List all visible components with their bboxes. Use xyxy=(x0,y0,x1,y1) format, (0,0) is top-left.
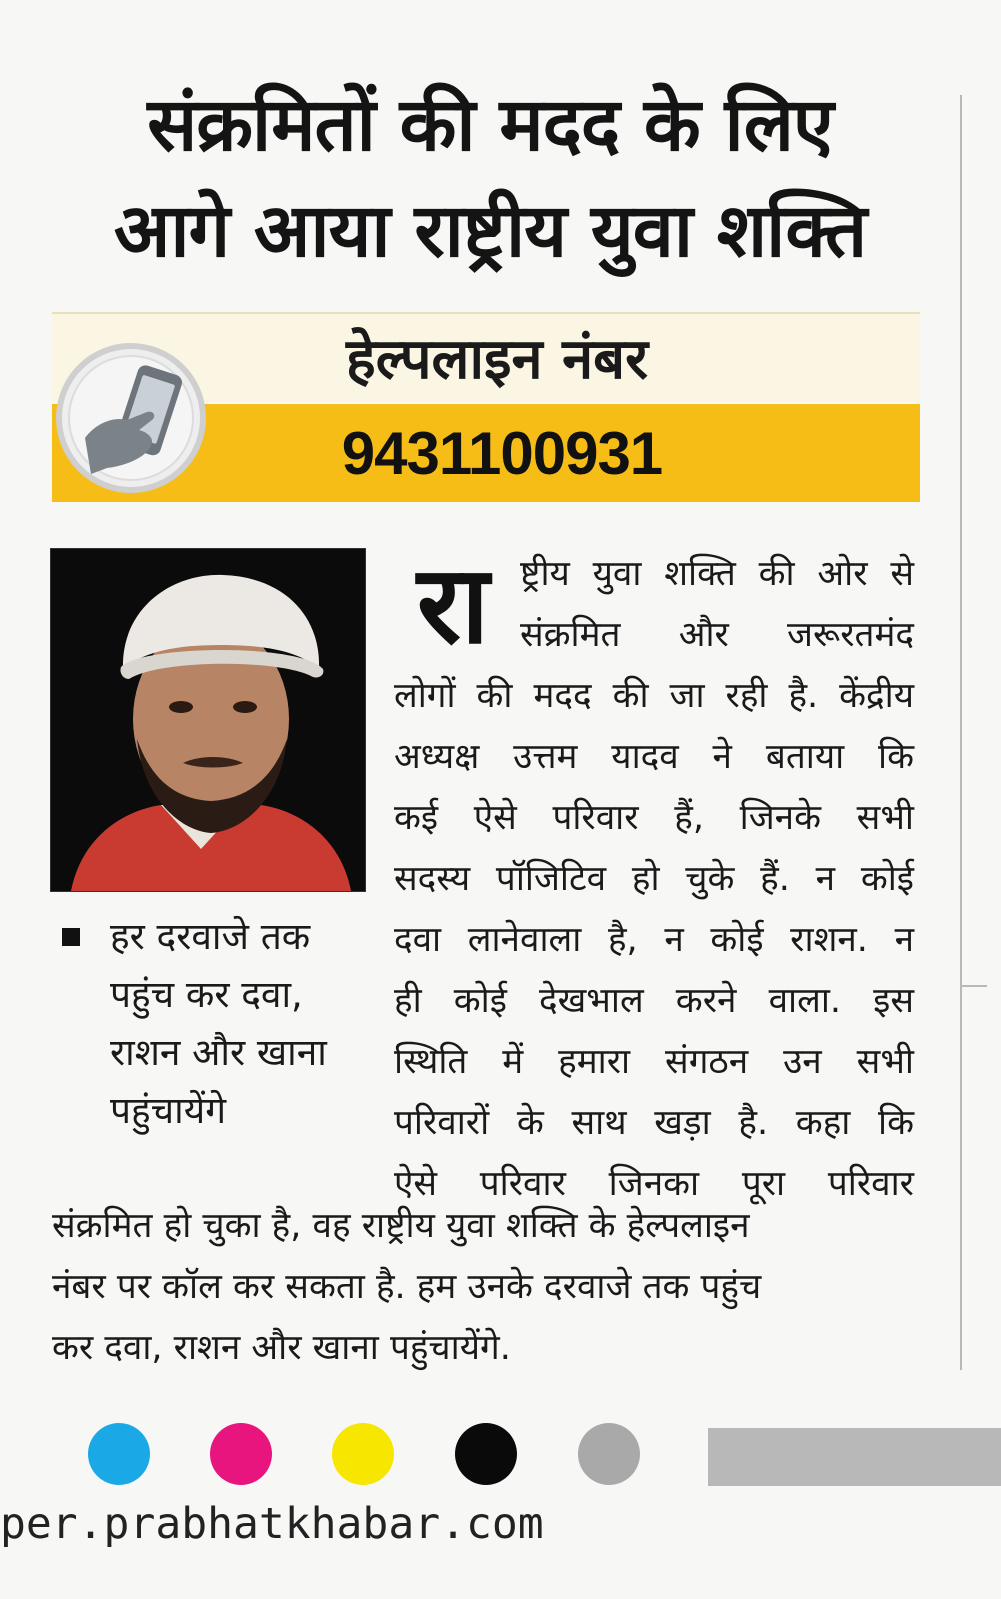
article-line: स्थिति में हमारा संगठन उन सभी xyxy=(394,1042,914,1082)
gray-swatch xyxy=(578,1423,640,1485)
bullet-square-icon xyxy=(62,928,80,946)
article-line: परिवारों के साथ खड़ा है. कहा कि xyxy=(394,1103,914,1143)
caption-line: पहुंचायेंगे xyxy=(110,1089,227,1132)
article-full-width xyxy=(52,1196,914,1379)
caption-line: राशन और खाना xyxy=(110,1031,327,1074)
article-line: ही कोई देखभाल करने वाला. इस xyxy=(394,981,914,1021)
article-line: संक्रमित हो चुका है, वह राष्ट्रीय युवा शक्ति के हेल्पलाइन xyxy=(52,1206,750,1246)
black-swatch xyxy=(455,1423,517,1485)
magenta-swatch xyxy=(210,1423,272,1485)
article-line: लोगों की मदद की जा रही है. केंद्रीय xyxy=(394,676,914,716)
article-line: अध्यक्ष उत्तम यादव ने बताया कि xyxy=(394,737,914,777)
article-line: ऐसे परिवार जिनका पूरा परिवार xyxy=(394,1164,914,1204)
helpline-title: हेल्पलाइन नंबर xyxy=(345,327,649,392)
column-divider-tick xyxy=(962,985,987,987)
headline-line-2: आगे आया राष्ट्रीय युवा शक्ति xyxy=(113,188,867,274)
article-line: संक्रमित और जरूरतमंद xyxy=(520,615,914,655)
caption-line: हर दरवाजे तक xyxy=(110,915,311,958)
person-photo xyxy=(50,548,366,892)
headline-line-1: संक्रमितों की मदद के लिए xyxy=(147,82,833,168)
article-line: कई ऐसे परिवार हैं, जिनके सभी xyxy=(394,798,914,838)
phone-in-hand-icon xyxy=(55,342,207,494)
drop-cap: रा xyxy=(416,543,490,668)
article-line: दवा लानेवाला है, न कोई राशन. न xyxy=(394,920,914,960)
color-registration-marks xyxy=(0,1418,1001,1498)
article-column xyxy=(394,544,914,1215)
article-line: सदस्य पॉजिटिव हो चुके हैं. न कोई xyxy=(394,859,914,899)
helpline-number: 9431100931 xyxy=(341,420,663,487)
yellow-swatch xyxy=(332,1423,394,1485)
source-url: per.prabhatkhabar.com xyxy=(0,1499,544,1549)
headline xyxy=(40,72,940,284)
cyan-swatch xyxy=(88,1423,150,1485)
gray-registration-bar xyxy=(708,1428,1001,1486)
article-line: ष्ट्रीय युवा शक्ति की ओर से xyxy=(520,554,914,594)
column-divider xyxy=(960,95,962,1370)
caption-line: पहुंच कर दवा, xyxy=(110,973,303,1016)
article-line: कर दवा, राशन और खाना पहुंचायेंगे. xyxy=(52,1328,511,1368)
article-line: नंबर पर कॉल कर सकता है. हम उनके दरवाजे तक पहुंच xyxy=(52,1267,762,1307)
